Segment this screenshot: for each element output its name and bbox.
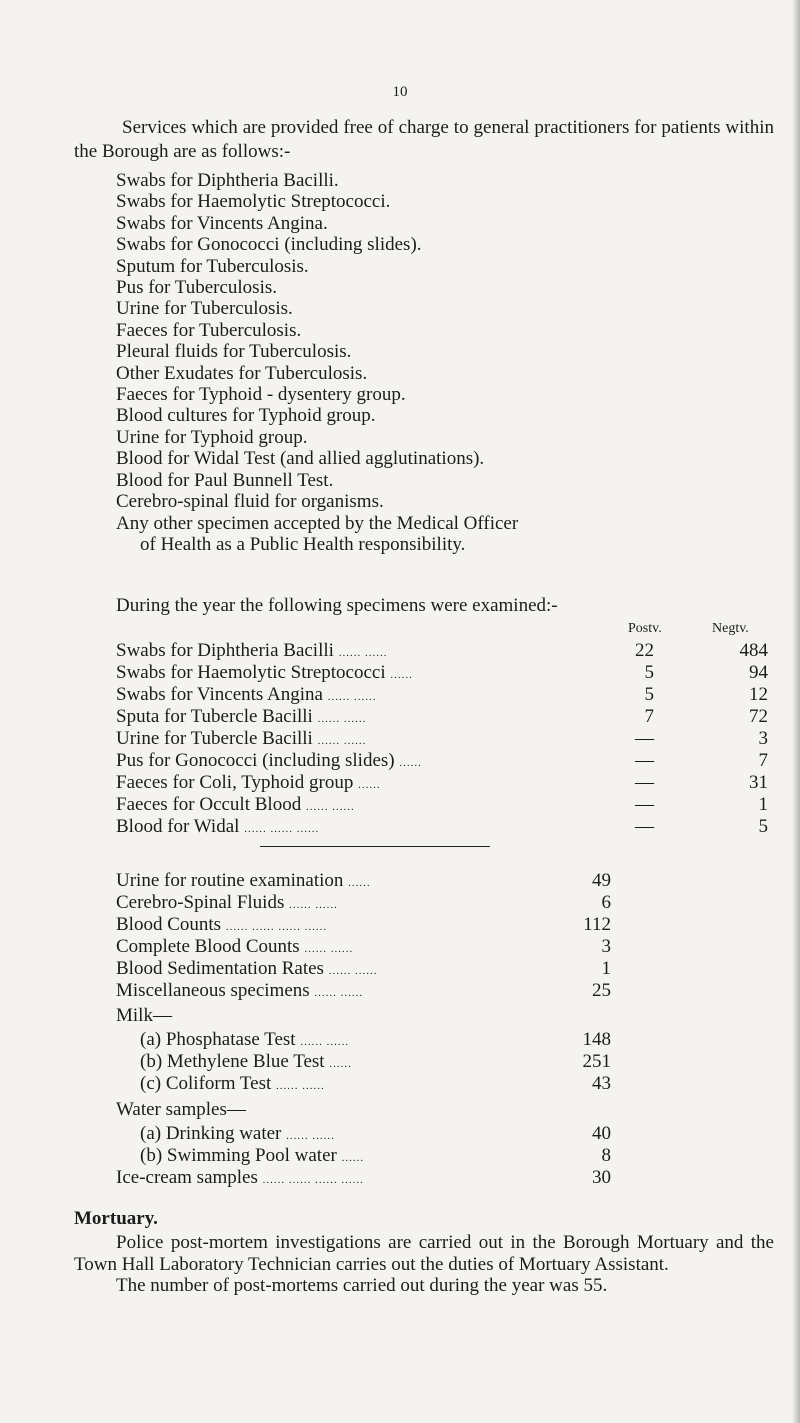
table2-row — [116, 892, 768, 914]
negtv-header: Negtv. — [712, 621, 749, 636]
intro-text: Services which are provided free of charge to general practitioners for patients within the Borough are as follows:- — [74, 117, 774, 162]
service-item: Swabs for Diphtheria Bacilli. — [116, 170, 339, 191]
leader-dots: ...... ...... — [276, 1080, 325, 1092]
service-item: Blood for Paul Bunnell Test. — [116, 469, 334, 491]
row-label: Urine for routine examination — [116, 870, 344, 891]
table1-row — [116, 706, 768, 728]
milk-row — [140, 1073, 768, 1095]
table2-row — [116, 870, 768, 892]
row-label: Swabs for Diphtheria Bacilli — [116, 640, 334, 661]
count-value: 25 — [592, 980, 611, 1001]
milk-row — [140, 1051, 768, 1073]
row-label: Swabs for Vincents Angina — [116, 684, 323, 705]
leader-dots: ...... ...... ...... ...... — [262, 1174, 364, 1186]
count-value: 1 — [601, 958, 611, 979]
milk-heading: Milk— — [116, 1005, 172, 1026]
row-label: Blood Counts — [116, 914, 222, 935]
row-label: Faeces for Occult Blood — [116, 794, 302, 815]
leader-dots: ...... ...... — [328, 965, 378, 977]
postv-value: — — [635, 816, 654, 837]
negtv-value: 3 — [758, 728, 768, 749]
leader-dots: ...... ...... — [289, 899, 338, 911]
row-label: Cerebro-Spinal Fluids — [116, 892, 285, 913]
table1-row — [116, 662, 768, 684]
ice-cream-row — [116, 1167, 768, 1189]
service-item: Cerebro-spinal fluid for organisms. — [116, 491, 384, 513]
service-item: Any other specimen accepted by the Medical Officer — [116, 512, 519, 534]
mortuary-heading: Mortuary. — [74, 1208, 158, 1229]
row-label: Urine for Tubercle Bacilli — [116, 728, 313, 749]
count-value: 3 — [601, 936, 611, 957]
table1-row — [116, 750, 768, 772]
table2-row — [116, 958, 768, 980]
negtv-value: 5 — [758, 816, 768, 837]
page-edge-shadow — [792, 0, 800, 1423]
leader-dots: ...... — [341, 1152, 365, 1164]
service-item: Blood cultures for Typhoid group. — [116, 405, 376, 427]
leader-dots: ...... ...... — [338, 647, 388, 659]
table1-row — [116, 728, 768, 750]
service-item: Swabs for Gonococci (including slides). — [116, 234, 422, 256]
leader-dots: ...... ...... — [327, 691, 377, 703]
row-label: Ice-cream samples — [116, 1167, 258, 1188]
section-divider — [260, 846, 490, 847]
service-item: Other Exudates for Tuberculosis. — [116, 362, 368, 384]
count-value: 6 — [601, 892, 611, 913]
row-label: Faeces for Coli, Typhoid group — [116, 772, 354, 793]
leader-dots: ...... ...... — [300, 1036, 350, 1048]
row-label: Sputa for Tubercle Bacilli — [116, 706, 313, 727]
count-value: 49 — [592, 870, 611, 891]
service-item: Faeces for Tuberculosis. — [116, 319, 302, 341]
count-value: 148 — [582, 1029, 611, 1050]
water-row — [140, 1123, 768, 1145]
leader-dots: ...... — [348, 877, 371, 889]
leader-dots: ...... ...... — [314, 987, 364, 999]
mortuary-paragraph: The number of post-mortems carried out during the year was 55. — [116, 1275, 608, 1296]
row-label: Miscellaneous specimens — [116, 980, 310, 1001]
leader-dots: ...... — [390, 669, 413, 681]
table1-row — [116, 640, 768, 662]
negtv-value: 31 — [749, 772, 768, 793]
mortuary-paragraph: Police post-mortem investigations are carried out in the Borough Mortuary and the Town Hall Laboratory Technician carries out the duties of Mortuary Assistant. — [74, 1232, 774, 1275]
count-value: 112 — [583, 914, 611, 935]
count-value: 251 — [582, 1051, 611, 1072]
services-list — [116, 170, 776, 555]
milk-row — [140, 1029, 768, 1051]
leader-dots: ...... ...... — [304, 943, 354, 955]
row-label: Swabs for Haemolytic Streptococci — [116, 662, 386, 683]
postv-value: — — [635, 772, 654, 793]
postv-value: 7 — [644, 706, 654, 727]
leader-dots: ...... ...... — [317, 713, 367, 725]
table2-row — [116, 980, 768, 1002]
mortuary-section — [74, 1232, 774, 1297]
table1-row — [116, 816, 768, 838]
postv-header: Postv. — [628, 621, 662, 636]
count-value: 8 — [601, 1145, 611, 1166]
postv-value: — — [635, 794, 654, 815]
negtv-value: 484 — [739, 640, 768, 661]
leader-dots: ...... ...... — [305, 801, 355, 813]
specimens-intro: During the year the following specimens were examined:- — [116, 595, 558, 616]
leader-dots: ...... — [358, 779, 381, 791]
row-label: (a) Drinking water — [140, 1123, 282, 1144]
row-label: (c) Coliform Test — [140, 1073, 272, 1094]
service-item: Pleural fluids for Tuberculosis. — [116, 341, 352, 363]
postv-value: — — [635, 728, 654, 749]
row-label: Blood Sedimentation Rates — [116, 958, 324, 979]
negtv-value: 94 — [749, 662, 768, 683]
service-item: Pus for Tuberculosis. — [116, 277, 277, 299]
table1-row — [116, 772, 768, 794]
intro-paragraph — [74, 116, 774, 164]
service-item: Swabs for Vincents Angina. — [116, 212, 328, 234]
postv-value: — — [635, 750, 654, 771]
water-row — [140, 1145, 768, 1167]
table1-row — [116, 794, 768, 816]
postv-value: 22 — [635, 640, 654, 661]
row-label: Blood for Widal — [116, 816, 240, 837]
row-label: Complete Blood Counts — [116, 936, 300, 957]
postv-value: 5 — [644, 662, 654, 683]
service-item: Swabs for Haemolytic Streptococci. — [116, 191, 391, 213]
row-label: Pus for Gonococci (including slides) — [116, 750, 395, 771]
table2-row — [116, 914, 768, 936]
row-label: (b) Swimming Pool water — [140, 1145, 337, 1166]
leader-dots: ...... ...... ...... ...... — [225, 921, 328, 933]
negtv-value: 72 — [749, 706, 768, 727]
leader-dots: ...... ...... — [317, 735, 367, 747]
count-value: 40 — [592, 1123, 611, 1144]
table1-row — [116, 684, 768, 706]
postv-value: 5 — [644, 684, 654, 705]
service-item: of Health as a Public Health responsibility. — [140, 533, 466, 555]
service-item: Urine for Typhoid group. — [116, 426, 308, 448]
service-item: Urine for Tuberculosis. — [116, 298, 293, 320]
page-number: 10 — [392, 84, 408, 100]
service-item: Sputum for Tuberculosis. — [116, 255, 309, 277]
negtv-value: 12 — [749, 684, 768, 705]
count-value: 43 — [592, 1073, 611, 1094]
leader-dots: ...... — [329, 1058, 352, 1070]
row-label: (b) Methylene Blue Test — [140, 1051, 325, 1072]
service-item: Faeces for Typhoid - dysentery group. — [116, 384, 406, 406]
row-label: (a) Phosphatase Test — [140, 1029, 296, 1050]
negtv-value: 1 — [758, 794, 768, 815]
water-heading: Water samples— — [116, 1099, 246, 1120]
leader-dots: ...... ...... — [286, 1130, 335, 1142]
leader-dots: ...... — [399, 757, 422, 769]
service-item: Blood for Widal Test (and allied agglutinations). — [116, 448, 485, 470]
table2-row — [116, 936, 768, 958]
negtv-value: 7 — [758, 750, 768, 771]
count-value: 30 — [592, 1167, 611, 1188]
leader-dots: ...... ...... ...... — [244, 823, 320, 835]
